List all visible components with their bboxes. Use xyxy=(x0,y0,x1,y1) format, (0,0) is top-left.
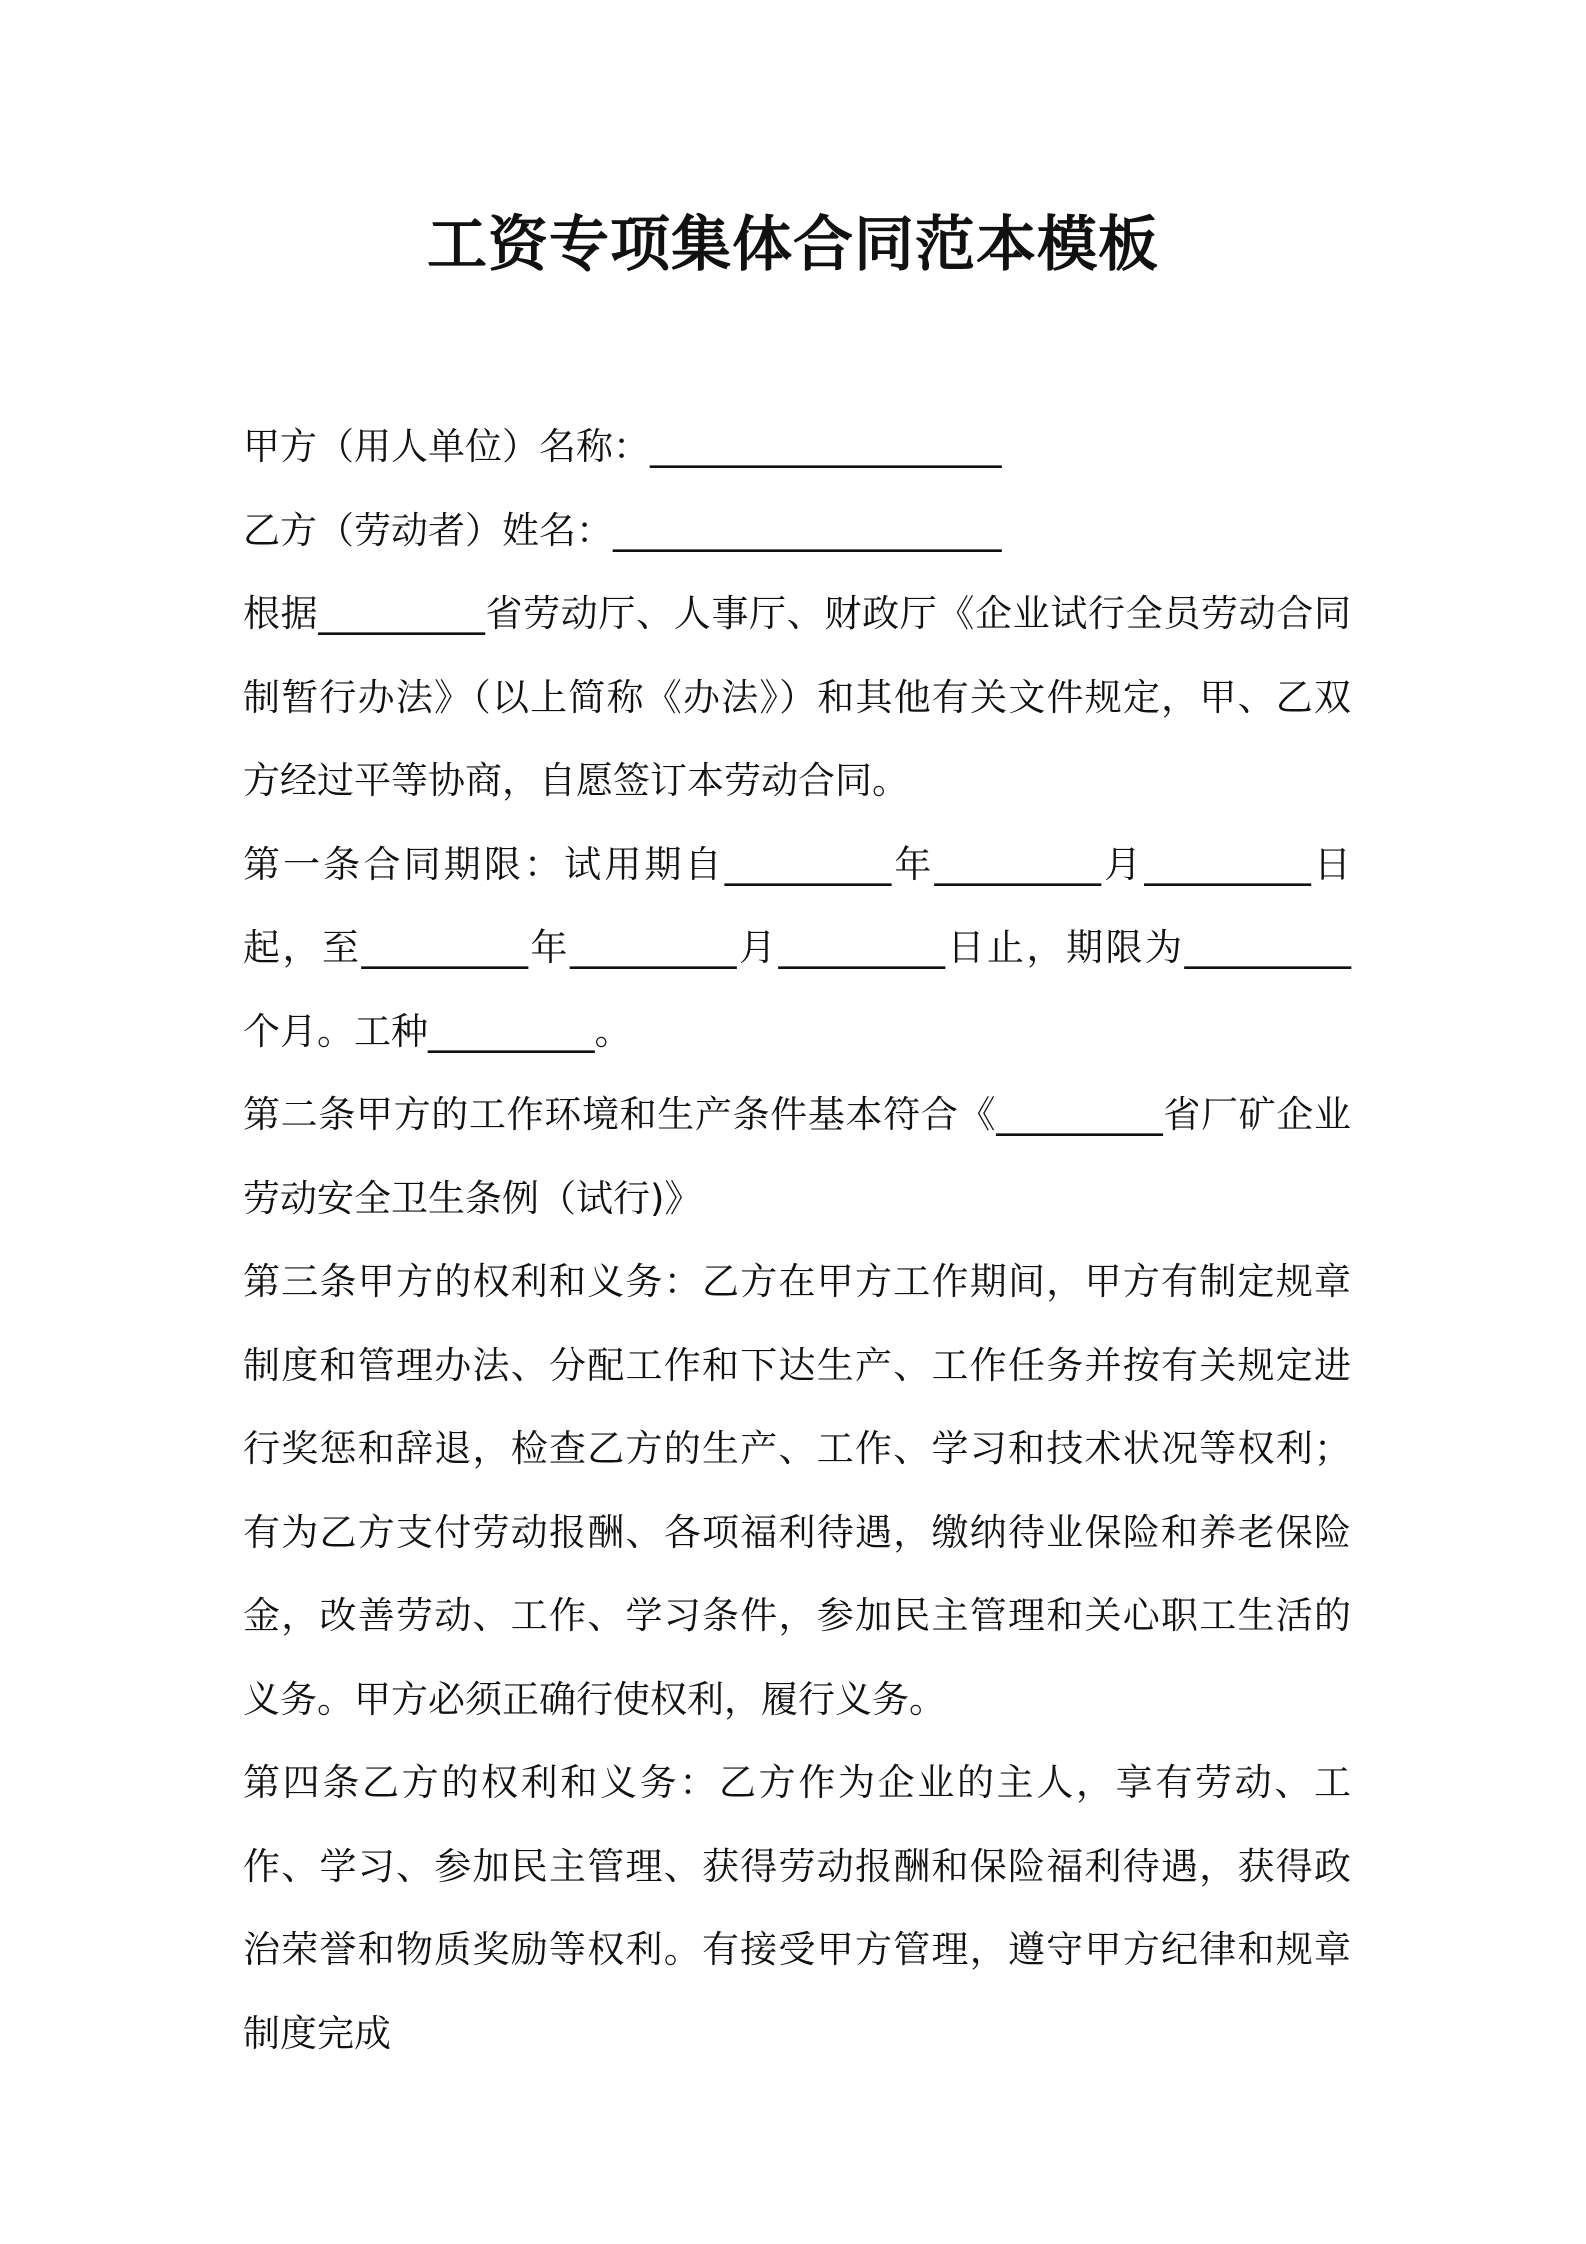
party-b-name-line: 乙方（劳动者）姓名：_____________________ xyxy=(243,508,1002,552)
preamble-paragraph: 根据_________省劳动厅、人事厅、财政厅《企业试行全员劳动合同制暂行办法》（以上简称《办法》）和其他有关文件规定，甲、乙双方经过平等协商，自愿签订本劳动合同。 xyxy=(243,592,1351,802)
article-3-party-a-rights-duties: 第三条甲方的权利和义务：乙方在甲方工作期间，甲方有制定规章制度和管理办法、分配工作和下达生产、工作任务并按有关规定进行奖惩和辞退，检查乙方的生产、工作、学习和技术状况等权利；有为乙方支付劳动报酬、各项福利待遇，缴纳待业保险和养老保险金，改善劳动、工作、学习条件，参加民主管理和关心职工生活的义务。甲方必须正确行使权利，履行义务。 xyxy=(243,1260,1351,1721)
document-title: 工资专项集体合同范本模板 xyxy=(427,210,1159,280)
document-body xyxy=(243,405,1351,2075)
article-4-party-b-rights-duties: 第四条乙方的权利和义务：乙方作为企业的主人，享有劳动、工作、学习、参加民主管理、获得劳动报酬和保险福利待遇，获得政治荣誉和物质奖励等权利。有接受甲方管理，遵守甲方纪律和规章制度完成 xyxy=(243,1761,1351,2055)
party-a-name-line: 甲方（用人单位）名称：___________________ xyxy=(243,425,1002,468)
article-2-work-environment: 第二条甲方的工作环境和生产条件基本符合《_________省厂矿企业劳动安全卫生条例（试行)》 xyxy=(243,1093,1351,1220)
article-1-contract-term: 第一条合同期限：试用期自_________年_________月_________日起，至_________年_________月_________日止，期限为_________个月。工种_________。 xyxy=(243,842,1351,1053)
